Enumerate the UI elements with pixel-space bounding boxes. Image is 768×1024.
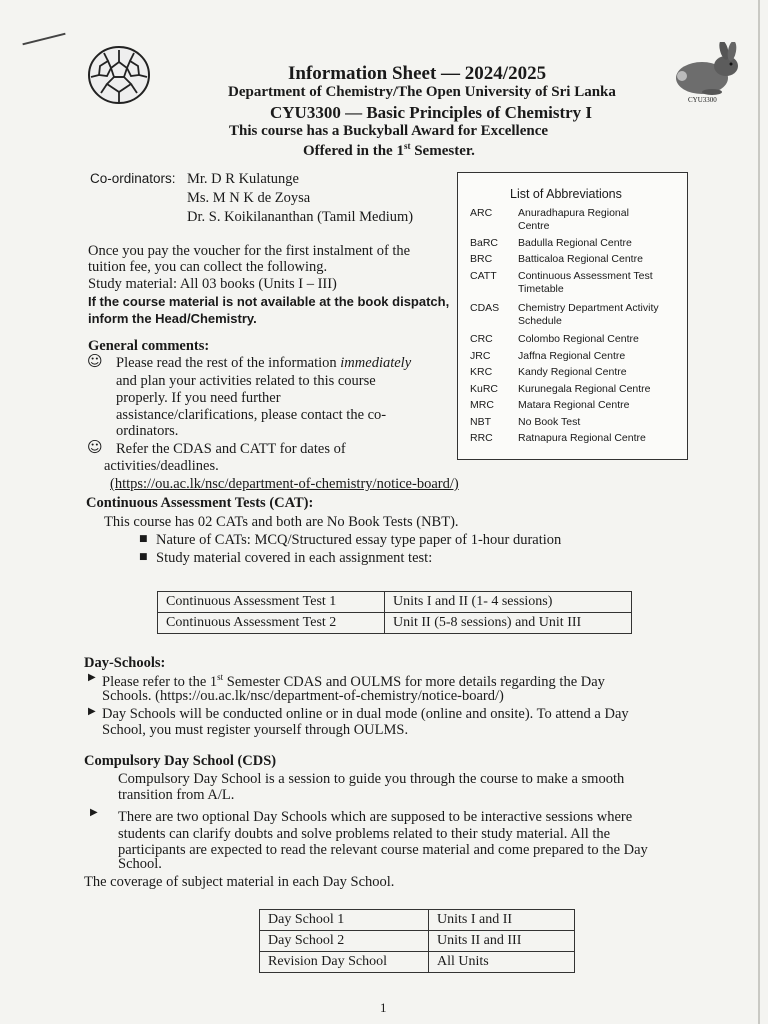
notice-board-link[interactable]: (https://ou.ac.lk/nsc/department-of-chemistry/notice-board/) (110, 476, 459, 492)
rabbit-caption: CYU3300 (688, 96, 717, 104)
table-cell: Units I and II (1- 4 sessions) (385, 592, 632, 613)
cds-bullet-line-3: participants are expected to read the relevant course material and come prepared to the Day (118, 842, 648, 858)
table-row (260, 952, 575, 973)
coordinator-3: Dr. S. Koikilananthan (Tamil Medium) (187, 209, 414, 225)
table-row (158, 613, 632, 634)
coordinator-1: Mr. D R Kulatunge (187, 171, 299, 187)
comment-1-line-5: ordinators. (116, 423, 179, 439)
table-cell: Continuous Assessment Test 2 (158, 613, 385, 634)
cat-heading: Continuous Assessment Tests (CAT): (86, 495, 314, 511)
day-school-table (259, 909, 575, 973)
square-bullet-icon: ■ (139, 534, 148, 544)
table-row (260, 910, 575, 931)
buckyball-logo (86, 44, 152, 106)
table-cell: Units I and II (429, 910, 575, 931)
square-bullet-icon: ■ (139, 552, 148, 562)
abbreviations-title: List of Abbreviations (510, 187, 622, 201)
cds-bullet-line-2: students can clarify doubts and solve problems related to their study material. All the (118, 826, 611, 842)
comment-1-line-3: properly. If you need further (116, 390, 281, 406)
table-row (158, 592, 632, 613)
comment-1-line-1: Please read the rest of the information immediately (116, 355, 412, 371)
smiley-icon: ☺ (87, 438, 103, 456)
intro-line-2: tuition fee, you can collect the following. (88, 259, 328, 275)
day-school-bullet-1-line-1: Please refer to the 1st Semester CDAS and OULMS for more details regarding the Day (102, 672, 605, 690)
rabbit-icon (672, 42, 746, 98)
award-line: This course has a Buckyball Award for Excellence (229, 123, 549, 139)
triangle-bullet-icon: ▶ (88, 672, 96, 683)
table-cell: All Units (429, 952, 575, 973)
pen-mark (22, 33, 65, 46)
cat-bullet-2: Study material covered in each assignment test: (156, 550, 433, 566)
warning-line-2: inform the Head/Chemistry. (88, 311, 257, 326)
coverage-line: The coverage of subject material in each Day School. (84, 874, 395, 890)
cds-line-1: Compulsory Day School is a session to guide you through the course to make a smooth (118, 771, 625, 787)
table-cell: Day School 1 (260, 910, 429, 931)
semester-line: Offered in the 1st Semester. (303, 141, 475, 159)
department-line: Department of Chemistry/The Open University of Sri Lanka (228, 84, 616, 100)
warning-line-1: If the course material is not available at the book dispatch, (88, 294, 450, 309)
table-cell: Continuous Assessment Test 1 (158, 592, 385, 613)
page-title: Information Sheet — 2024/2025 (288, 63, 547, 84)
day-school-bullet-1-line-2[interactable]: Schools. (https://ou.ac.lk/nsc/department-of-chemistry/notice-board/) (102, 688, 504, 704)
table-cell: Day School 2 (260, 931, 429, 952)
course-title: CYU3300 — Basic Principles of Chemistry I (270, 103, 593, 122)
coordinator-2: Ms. M N K de Zoysa (187, 190, 311, 206)
cds-heading: Compulsory Day School (CDS) (84, 753, 277, 769)
cds-bullet-line-4: School. (118, 856, 162, 872)
cat-table (157, 591, 632, 634)
general-comments-heading: General comments: (88, 338, 210, 354)
smiley-icon: ☺ (87, 352, 103, 370)
table-cell: Unit II (5-8 sessions) and Unit III (385, 613, 632, 634)
triangle-bullet-icon: ▶ (90, 807, 98, 818)
cds-bullet-line-1: There are two optional Day Schools which are supposed to be interactive sessions where (118, 809, 633, 825)
triangle-bullet-icon: ▶ (88, 706, 96, 717)
day-schools-heading: Day-Schools: (84, 655, 166, 671)
cds-line-2: transition from A/L. (118, 787, 235, 803)
cat-line: This course has 02 CATs and both are No Book Tests (NBT). (104, 514, 459, 530)
comment-1-line-2: and plan your activities related to this course (116, 373, 376, 389)
table-cell: Units II and III (429, 931, 575, 952)
coordinators-label: Co-ordinators: (90, 171, 176, 186)
comment-2-line-2: activities/deadlines. (104, 458, 219, 474)
table-row (260, 931, 575, 952)
page-edge-shadow (758, 0, 760, 1024)
comment-1-line-4: assistance/clarifications, please contact the co- (116, 407, 387, 423)
page-number: 1 (380, 1000, 387, 1015)
intro-line-1: Once you pay the voucher for the first instalment of the (88, 243, 411, 259)
day-school-bullet-2-line-2: School, you must register yourself through OULMS. (102, 722, 409, 738)
comment-2-line-1: Refer the CDAS and CATT for dates of (116, 441, 346, 457)
day-school-bullet-2-line-1: Day Schools will be conducted online or in dual mode (online and onsite). To attend a Day (102, 706, 629, 722)
abbreviations-box: List of Abbreviations ARC Anuradhapura Regional Centre BaRC Badulla Regional Centre BRC Batticaloa Regional Centre CATT Continuous Assessment Test Timetable CDAS Chemistry Department Activity Schedule CRC Colombo Regional Centre JRC Jaffna Regional Centre KRC Kandy Regional Centre KuRC Kurunegala Regional Centre MRC Matara Regional Centre NBT No Book Test RRC Ratnapura Regional Centre (457, 172, 688, 460)
table-cell: Revision Day School (260, 952, 429, 973)
cat-bullet-1: Nature of CATs: MCQ/Structured essay type paper of 1-hour duration (156, 532, 562, 548)
study-material-line: Study material: All 03 books (Units I – III) (88, 276, 337, 292)
